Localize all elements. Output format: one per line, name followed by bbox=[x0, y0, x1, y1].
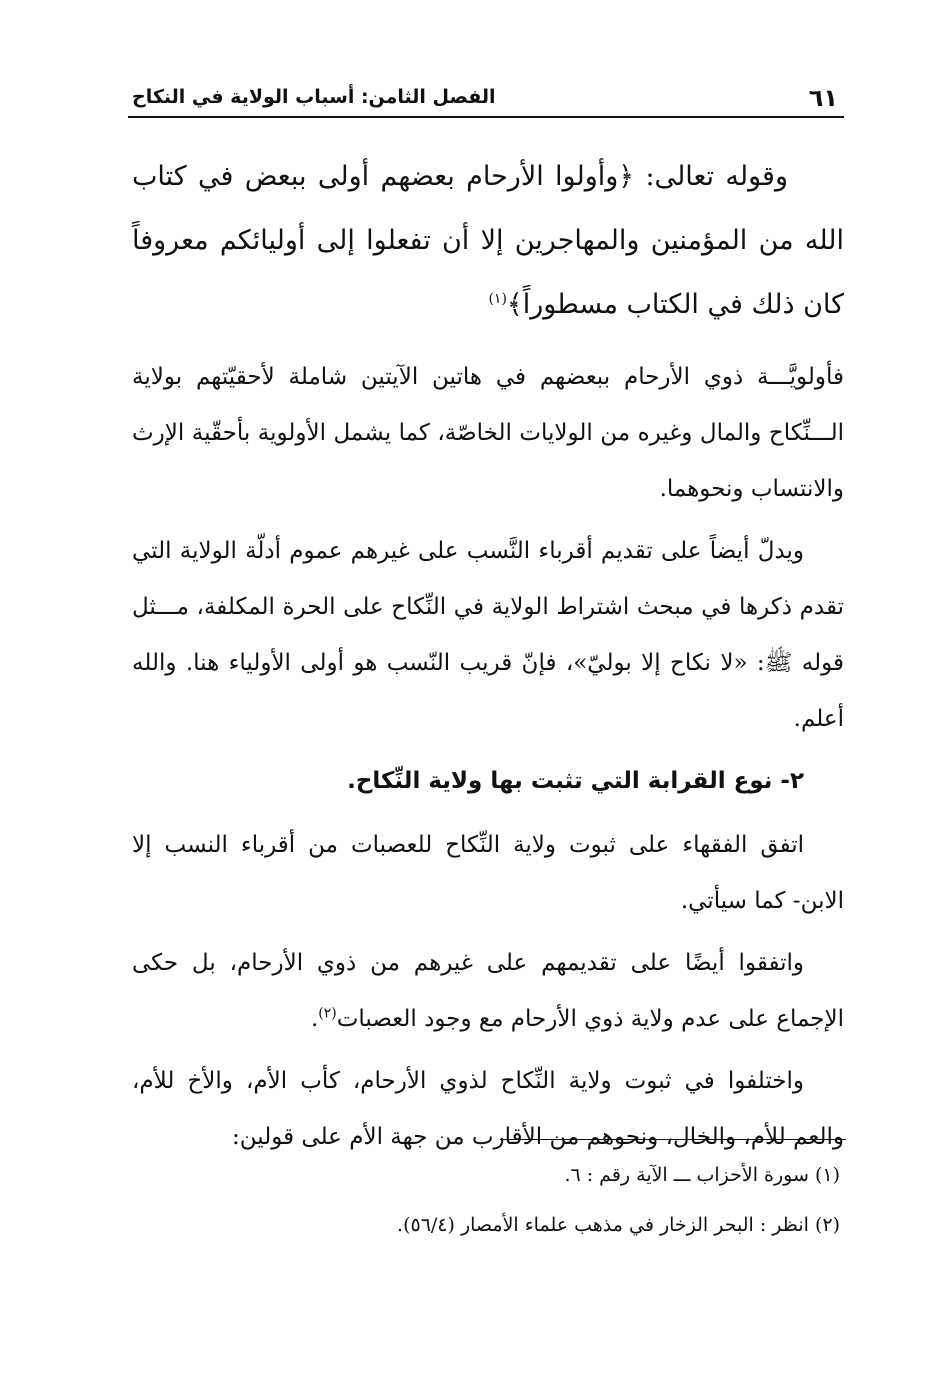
quran-verse-paragraph bbox=[132, 145, 844, 337]
running-title: الفصل الثامن: أسباب الولاية في النكاح bbox=[132, 86, 496, 108]
footnote-1: (١) سورة الأحزاب ـــ الآية رقم : ٦. bbox=[564, 1164, 840, 1186]
paragraph-4-text: واتفقوا أيضًا على تقديمهم على غيرهم من ذوي الأرحام، بل حكى الإجماع على عدم ولاية ذوي الأرحام مع وجود العصبات bbox=[132, 950, 844, 1032]
page-header bbox=[128, 80, 844, 118]
paragraph-1: فأولويَّـــة ذوي الأرحام ببعضهم في هاتين الآيتين شاملة لأحقيّتهم بولاية الـــنِّكاح والمال وغيره من الولايات الخاصّة، كما يشمل الأولوية بأحقّية الإرث والانتساب ونحوهما. bbox=[132, 364, 844, 502]
page-number: ٦١ bbox=[808, 84, 838, 112]
section-heading: ٢- نوع القرابة التي تثبت بها ولاية النِّكاح. bbox=[347, 768, 804, 794]
footnote-2: (٢) انظر : البحر الزخار في مذهب علماء الأمصار (٥٦/٤). bbox=[397, 1214, 840, 1236]
footnote-ref-2: (٢) bbox=[318, 1005, 337, 1022]
footnotes bbox=[132, 1150, 840, 1250]
page-body bbox=[132, 145, 844, 1171]
paragraph-4-end: . bbox=[310, 1006, 319, 1032]
footnote-ref-1: (١) bbox=[488, 291, 507, 307]
paragraph-2: ويدلّ أيضاً على تقديم أقرباء النَّسب على غيرهم عموم أدلّة الولاية التي تقدم ذكرها في مبحث اشتراط الولاية في النِّكاح على الحرة المكلفة، مـــثل قوله ﷺ: «لا نكاح إلا بوليّ»، فإنّ قريب النّسب هو أولى الأولياء هنا. والله أعلم. bbox=[132, 538, 844, 732]
footnote-divider bbox=[500, 1139, 846, 1140]
paragraph-5: واختلفوا في ثبوت ولاية النِّكاح لذوي الأرحام، كأب الأم، والأخ للأم، والعم للأم، والخال، ونحوهم من الأقارب من جهة الأم على قولين: bbox=[132, 1068, 844, 1150]
paragraph-3: اتفق الفقهاء على ثبوت ولاية النِّكاح للعصبات من أقرباء النسب إلا الابن- كما سيأتي. bbox=[132, 832, 844, 914]
paragraph-4 bbox=[132, 935, 844, 1047]
verse-text: وقوله تعالى: ﴿وأولوا الأرحام بعضهم أولى ببعض في كتاب الله من المؤمنين والمهاجرين إلا أن تفعلوا إلى أوليائكم معروفاً كان ذلك في الكتاب مسطوراً﴾ bbox=[132, 161, 844, 320]
